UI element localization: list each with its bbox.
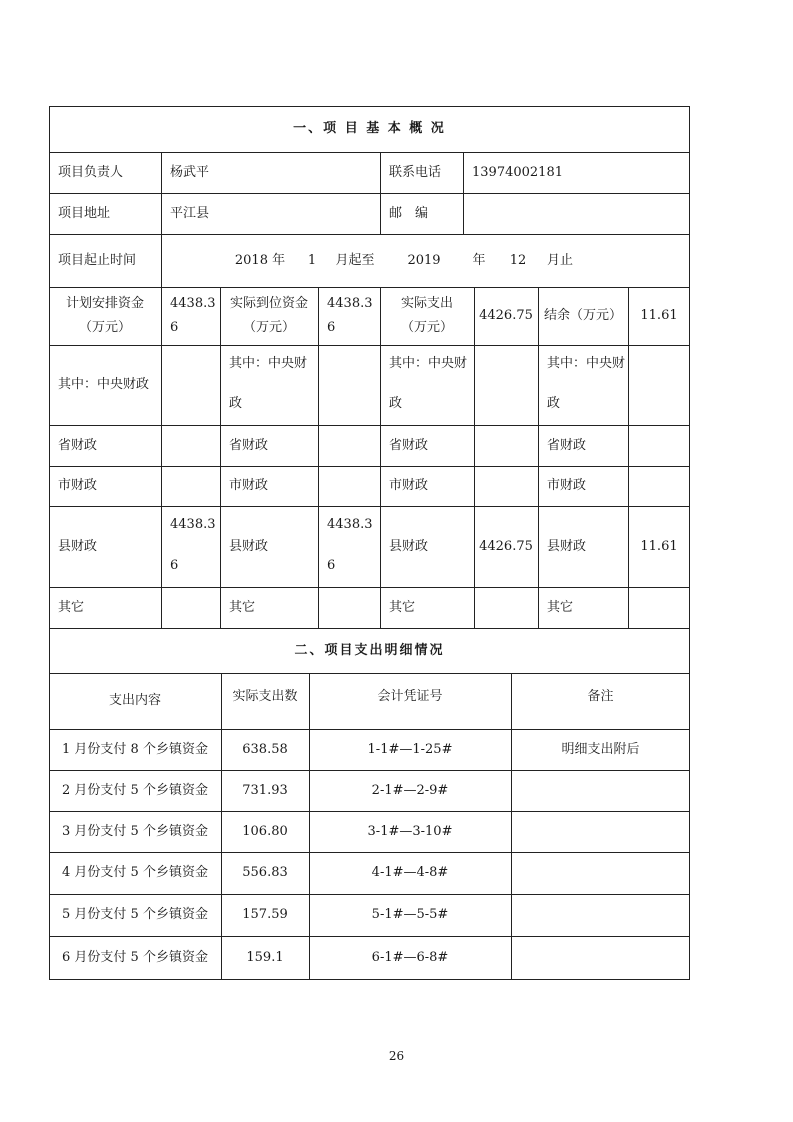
provincial-finance-label: 省财政 <box>58 437 98 453</box>
arrived-funds-value-line2: 6 <box>327 320 336 335</box>
row-content: 5 月份支付 5 个乡镇资金 <box>62 907 208 922</box>
county-arrived-value <box>318 506 380 587</box>
start-suffix: 月起至 <box>335 252 375 268</box>
row-amount: 556.83 <box>242 865 288 880</box>
project-address-value: 平江县 <box>170 205 210 221</box>
actual-spent-label <box>380 287 474 345</box>
county-plan-value-line2: 6 <box>170 558 179 573</box>
actual-spent-label-line1: 实际支出 <box>400 296 453 311</box>
row-note <box>511 852 690 894</box>
balance-value: 11.61 <box>640 308 678 323</box>
row-voucher: 2-1#—2-9# <box>371 782 449 798</box>
city-finance-label: 市财政 <box>547 478 587 493</box>
row-voucher: 1-1#—1-25# <box>367 741 453 757</box>
county-balance-value: 11.61 <box>640 538 678 554</box>
row-amount: 159.1 <box>246 950 284 965</box>
row-note: 明细支出附后 <box>561 741 640 757</box>
row-content: 6 月份支付 5 个乡镇资金 <box>62 950 208 965</box>
row-note <box>511 894 690 936</box>
arrived-funds-label-line1: 实际到位资金 <box>229 296 308 311</box>
project-leader-value: 杨武平 <box>170 164 210 180</box>
project-leader-label: 项目负责人 <box>58 164 124 180</box>
row-content: 2 月份支付 5 个乡镇资金 <box>62 782 208 798</box>
county-finance-label: 县财政 <box>389 538 429 554</box>
county-spent-value: 4426.75 <box>479 538 533 554</box>
row-voucher: 3-1#—3-10# <box>367 823 453 839</box>
start-month: 1 <box>307 252 317 268</box>
end-year-suffix: 年 <box>472 252 486 268</box>
plan-funds-value-line1: 4438.3 <box>170 296 216 311</box>
central-finance-balance-label <box>538 345 628 425</box>
phone-value: 13974002181 <box>472 164 563 180</box>
end-month: 12 <box>509 252 527 268</box>
postcode-value <box>463 193 690 234</box>
city-finance-label: 市财政 <box>58 478 98 493</box>
other-finance-label: 其它 <box>547 599 574 615</box>
row-amount: 157.59 <box>242 907 288 922</box>
phone-label: 联系电话 <box>389 164 442 180</box>
row-voucher: 4-1#—4-8# <box>371 865 449 880</box>
end-suffix: 月止 <box>546 252 573 268</box>
city-finance-label: 市财政 <box>389 478 429 493</box>
col-divider <box>161 234 162 287</box>
central-finance-spent-label <box>380 345 474 425</box>
postcode-label: 邮 编 <box>389 205 429 221</box>
row-amount: 638.58 <box>242 741 288 757</box>
row-content: 4 月份支付 5 个乡镇资金 <box>62 865 208 880</box>
row-note <box>511 936 690 980</box>
row-note <box>511 811 690 852</box>
section2-title: 二、项目支出明细情况 <box>294 642 445 658</box>
arrived-funds-value-line1: 4438.3 <box>327 296 373 311</box>
county-arrived-value-line2: 6 <box>327 558 336 573</box>
header-content: 支出内容 <box>108 693 161 708</box>
row-content: 1 月份支付 8 个乡镇资金 <box>62 741 208 757</box>
central-finance-line2: 政 <box>229 396 243 411</box>
project-period-label: 项目起止时间 <box>58 252 137 268</box>
project-address-label: 项目地址 <box>58 205 111 221</box>
section1-title: 一、项 目 基 本 概 况 <box>293 121 446 136</box>
row-voucher: 5-1#—5-5# <box>371 907 449 922</box>
plan-funds-value <box>161 287 220 345</box>
central-finance-label: 其中：中央财政 <box>58 377 150 392</box>
arrived-funds-label <box>220 287 318 345</box>
central-finance-line2: 政 <box>389 396 403 411</box>
other-finance-label: 其它 <box>229 599 256 615</box>
county-plan-value <box>161 506 220 587</box>
county-finance-label: 县财政 <box>58 538 98 554</box>
page-number: 26 <box>388 1049 405 1063</box>
county-finance-label: 县财政 <box>229 538 269 554</box>
central-finance-line2: 政 <box>547 396 561 411</box>
provincial-finance-label: 省财政 <box>547 437 587 453</box>
row-note <box>511 770 690 811</box>
row-amount: 731.93 <box>242 782 288 798</box>
central-finance-line1: 其中：中央财 <box>389 356 468 371</box>
arrived-funds-label-line2: （万元） <box>242 320 295 335</box>
actual-spent-value: 4426.75 <box>479 308 533 323</box>
provincial-finance-label: 省财政 <box>229 437 269 453</box>
county-plan-value-line1: 4438.3 <box>170 517 216 532</box>
other-finance-label: 其它 <box>389 599 416 615</box>
actual-spent-label-line2: （万元） <box>400 320 453 335</box>
header-amount: 实际支出数 <box>232 689 298 704</box>
central-finance-line1: 其中：中央财 <box>229 356 308 371</box>
provincial-finance-label: 省财政 <box>389 437 429 453</box>
row-voucher: 6-1#—6-8# <box>371 950 449 965</box>
county-finance-label: 县财政 <box>547 538 587 554</box>
central-finance-arrived-label <box>220 345 318 425</box>
county-arrived-value-line1: 4438.3 <box>327 517 373 532</box>
plan-funds-label-line1: 计划安排资金 <box>65 296 144 311</box>
end-year: 2019 <box>407 252 441 268</box>
row-content: 3 月份支付 5 个乡镇资金 <box>62 823 208 839</box>
header-note: 备注 <box>587 689 614 704</box>
balance-label: 结余（万元） <box>543 308 622 323</box>
plan-funds-label <box>49 287 161 345</box>
plan-funds-label-line2: （万元） <box>78 320 131 335</box>
central-finance-line1: 其中：中央财 <box>547 356 626 371</box>
arrived-funds-value <box>318 287 380 345</box>
start-year: 2018 年 <box>234 252 286 268</box>
city-finance-label: 市财政 <box>229 478 269 493</box>
other-finance-label: 其它 <box>58 599 85 615</box>
header-voucher: 会计凭证号 <box>377 689 443 704</box>
row-amount: 106.80 <box>242 823 288 839</box>
plan-funds-value-line2: 6 <box>170 320 179 335</box>
